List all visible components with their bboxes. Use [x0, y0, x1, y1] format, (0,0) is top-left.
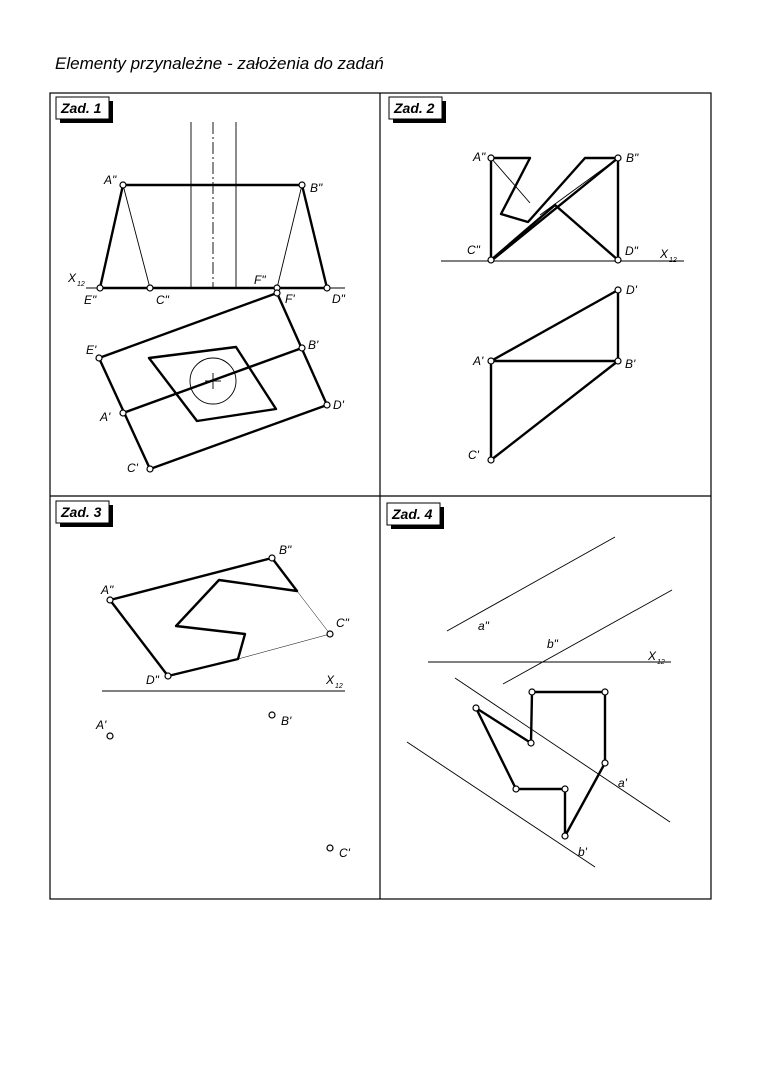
zad2-axis-label: X — [660, 247, 669, 261]
zad2-point-D1 — [615, 287, 621, 293]
zad2-axis-sub: 12 — [669, 257, 677, 264]
zad1-point-A2 — [120, 182, 126, 188]
zad1-point-C2 — [147, 285, 153, 291]
zad2-point-A1 — [488, 358, 494, 364]
tag-zad1-label: Zad. 1 — [61, 100, 102, 116]
tag-zad4 — [387, 503, 444, 529]
zad4-point-1 — [473, 705, 479, 711]
zad3-point-A1 — [107, 733, 113, 739]
zad3-label-B1: B' — [281, 714, 292, 728]
zad4-point-4 — [602, 689, 608, 695]
zad2-label-C2: C" — [467, 243, 480, 257]
zad1-point-B1 — [299, 345, 305, 351]
zad3-label-C2: C" — [336, 616, 349, 630]
zad2-label-A1: A' — [473, 354, 484, 368]
zad1-point-D1 — [324, 402, 330, 408]
zad2-point-D2 — [615, 257, 621, 263]
zad4-point-8 — [562, 833, 568, 839]
zad3-label-D2: D" — [146, 673, 159, 687]
zad3-point-B1 — [269, 712, 275, 718]
zad4-axis-label: X — [648, 649, 657, 663]
zad3-front-outline — [110, 558, 297, 676]
zad4-top-outline — [476, 692, 605, 836]
zad1-label-E1: E' — [86, 343, 97, 357]
zad1-front-edge-ac — [123, 185, 150, 288]
zad1-label-F1: F' — [285, 292, 295, 306]
zad4-point-3 — [529, 689, 535, 695]
zad2-front-thin-b — [540, 158, 618, 215]
zad3-point-A2 — [107, 597, 113, 603]
zad3-thin-d-c — [238, 634, 330, 659]
zad4-label-b2: b" — [547, 637, 558, 651]
zad1-front-outline — [100, 185, 327, 288]
zad4-line-a1 — [455, 678, 670, 822]
zad4-point-7 — [562, 786, 568, 792]
tag-zad2-label: Zad. 2 — [394, 100, 435, 116]
zad1-label-B2: B" — [310, 181, 323, 195]
zad4-point-6 — [513, 786, 519, 792]
tag-zad4-label: Zad. 4 — [392, 506, 433, 522]
zad2-point-A2 — [488, 155, 494, 161]
tag-zad2 — [389, 97, 446, 123]
zad1-label-A1: A' — [100, 410, 111, 424]
zad4-drawing — [407, 537, 672, 867]
zad3-point-D2 — [165, 673, 171, 679]
zad3-drawing — [95, 543, 351, 860]
zad3-label-A2: A" — [101, 583, 114, 597]
zad3-thin-b-c — [297, 591, 330, 634]
zad1-axis-sub: 12 — [77, 281, 85, 288]
zad3-point-C2 — [327, 631, 333, 637]
tag-zad1 — [56, 97, 113, 123]
zad4-label-a2: a" — [478, 619, 489, 633]
tag-zad3 — [56, 501, 113, 527]
zad2-front-spacer — [491, 158, 618, 261]
zad1-label-C2: C" — [156, 293, 169, 307]
zad1-front-edge-bf — [277, 185, 302, 288]
zad2-label-B1: B' — [625, 357, 636, 371]
zad1-axis-label: X — [68, 271, 77, 285]
zad4-point-5 — [602, 760, 608, 766]
zad2-label-D1: D' — [626, 283, 637, 297]
zad1-point-E2 — [97, 285, 103, 291]
zad2-point-B2 — [615, 155, 621, 161]
zad4-label-a1: a' — [618, 776, 627, 790]
zad1-label-D2: D" — [332, 292, 345, 306]
zad1-label-A2: A" — [104, 173, 117, 187]
zad2-label-B2: B" — [626, 151, 639, 165]
zad2-drawing — [441, 150, 684, 463]
zad3-label-B2: B" — [279, 543, 292, 557]
zad1-point-C1 — [147, 466, 153, 472]
zad1-point-D2 — [324, 285, 330, 291]
zad2-top-outline — [491, 290, 618, 460]
zad1-point-E1 — [96, 355, 102, 361]
zad1-label-F2: F" — [254, 273, 266, 287]
zad1-drawing — [67, 122, 346, 475]
zad2-front-d-lower — [555, 205, 618, 260]
zad2-point-B1 — [615, 358, 621, 364]
zad2-label-D2: D" — [625, 244, 638, 258]
zad2-label-A2: A" — [473, 150, 486, 164]
zad2-point-C1 — [488, 457, 494, 463]
zad4-line-b2 — [503, 590, 672, 684]
zad3-axis-sub: 12 — [335, 683, 343, 690]
zad3-label-A1: A' — [96, 718, 107, 732]
page-title: Elementy przynależne - założenia do zadań — [55, 54, 384, 73]
zad3-axis-label: X — [326, 673, 335, 687]
zad1-label-B1: B' — [308, 338, 319, 352]
zad2-label-C1: C' — [468, 448, 479, 462]
zad4-label-b1: b' — [578, 845, 587, 859]
zad3-label-C1: C' — [339, 846, 350, 860]
zad2-point-C2 — [488, 257, 494, 263]
zad1-point-F1 — [274, 290, 280, 296]
zad1-label-D1: D' — [333, 398, 344, 412]
tag-zad3-label: Zad. 3 — [61, 504, 102, 520]
zad4-axis-sub: 12 — [657, 659, 665, 666]
frame-grid — [50, 93, 711, 899]
zad1-label-E2: E" — [84, 293, 97, 307]
zad3-point-C1 — [327, 845, 333, 851]
zad1-point-B2 — [299, 182, 305, 188]
zad3-point-B2 — [269, 555, 275, 561]
zad1-point-A1 — [120, 410, 126, 416]
zad4-point-2 — [528, 740, 534, 746]
zad4-line-a2 — [447, 537, 615, 631]
zad1-label-C1: C' — [127, 461, 138, 475]
